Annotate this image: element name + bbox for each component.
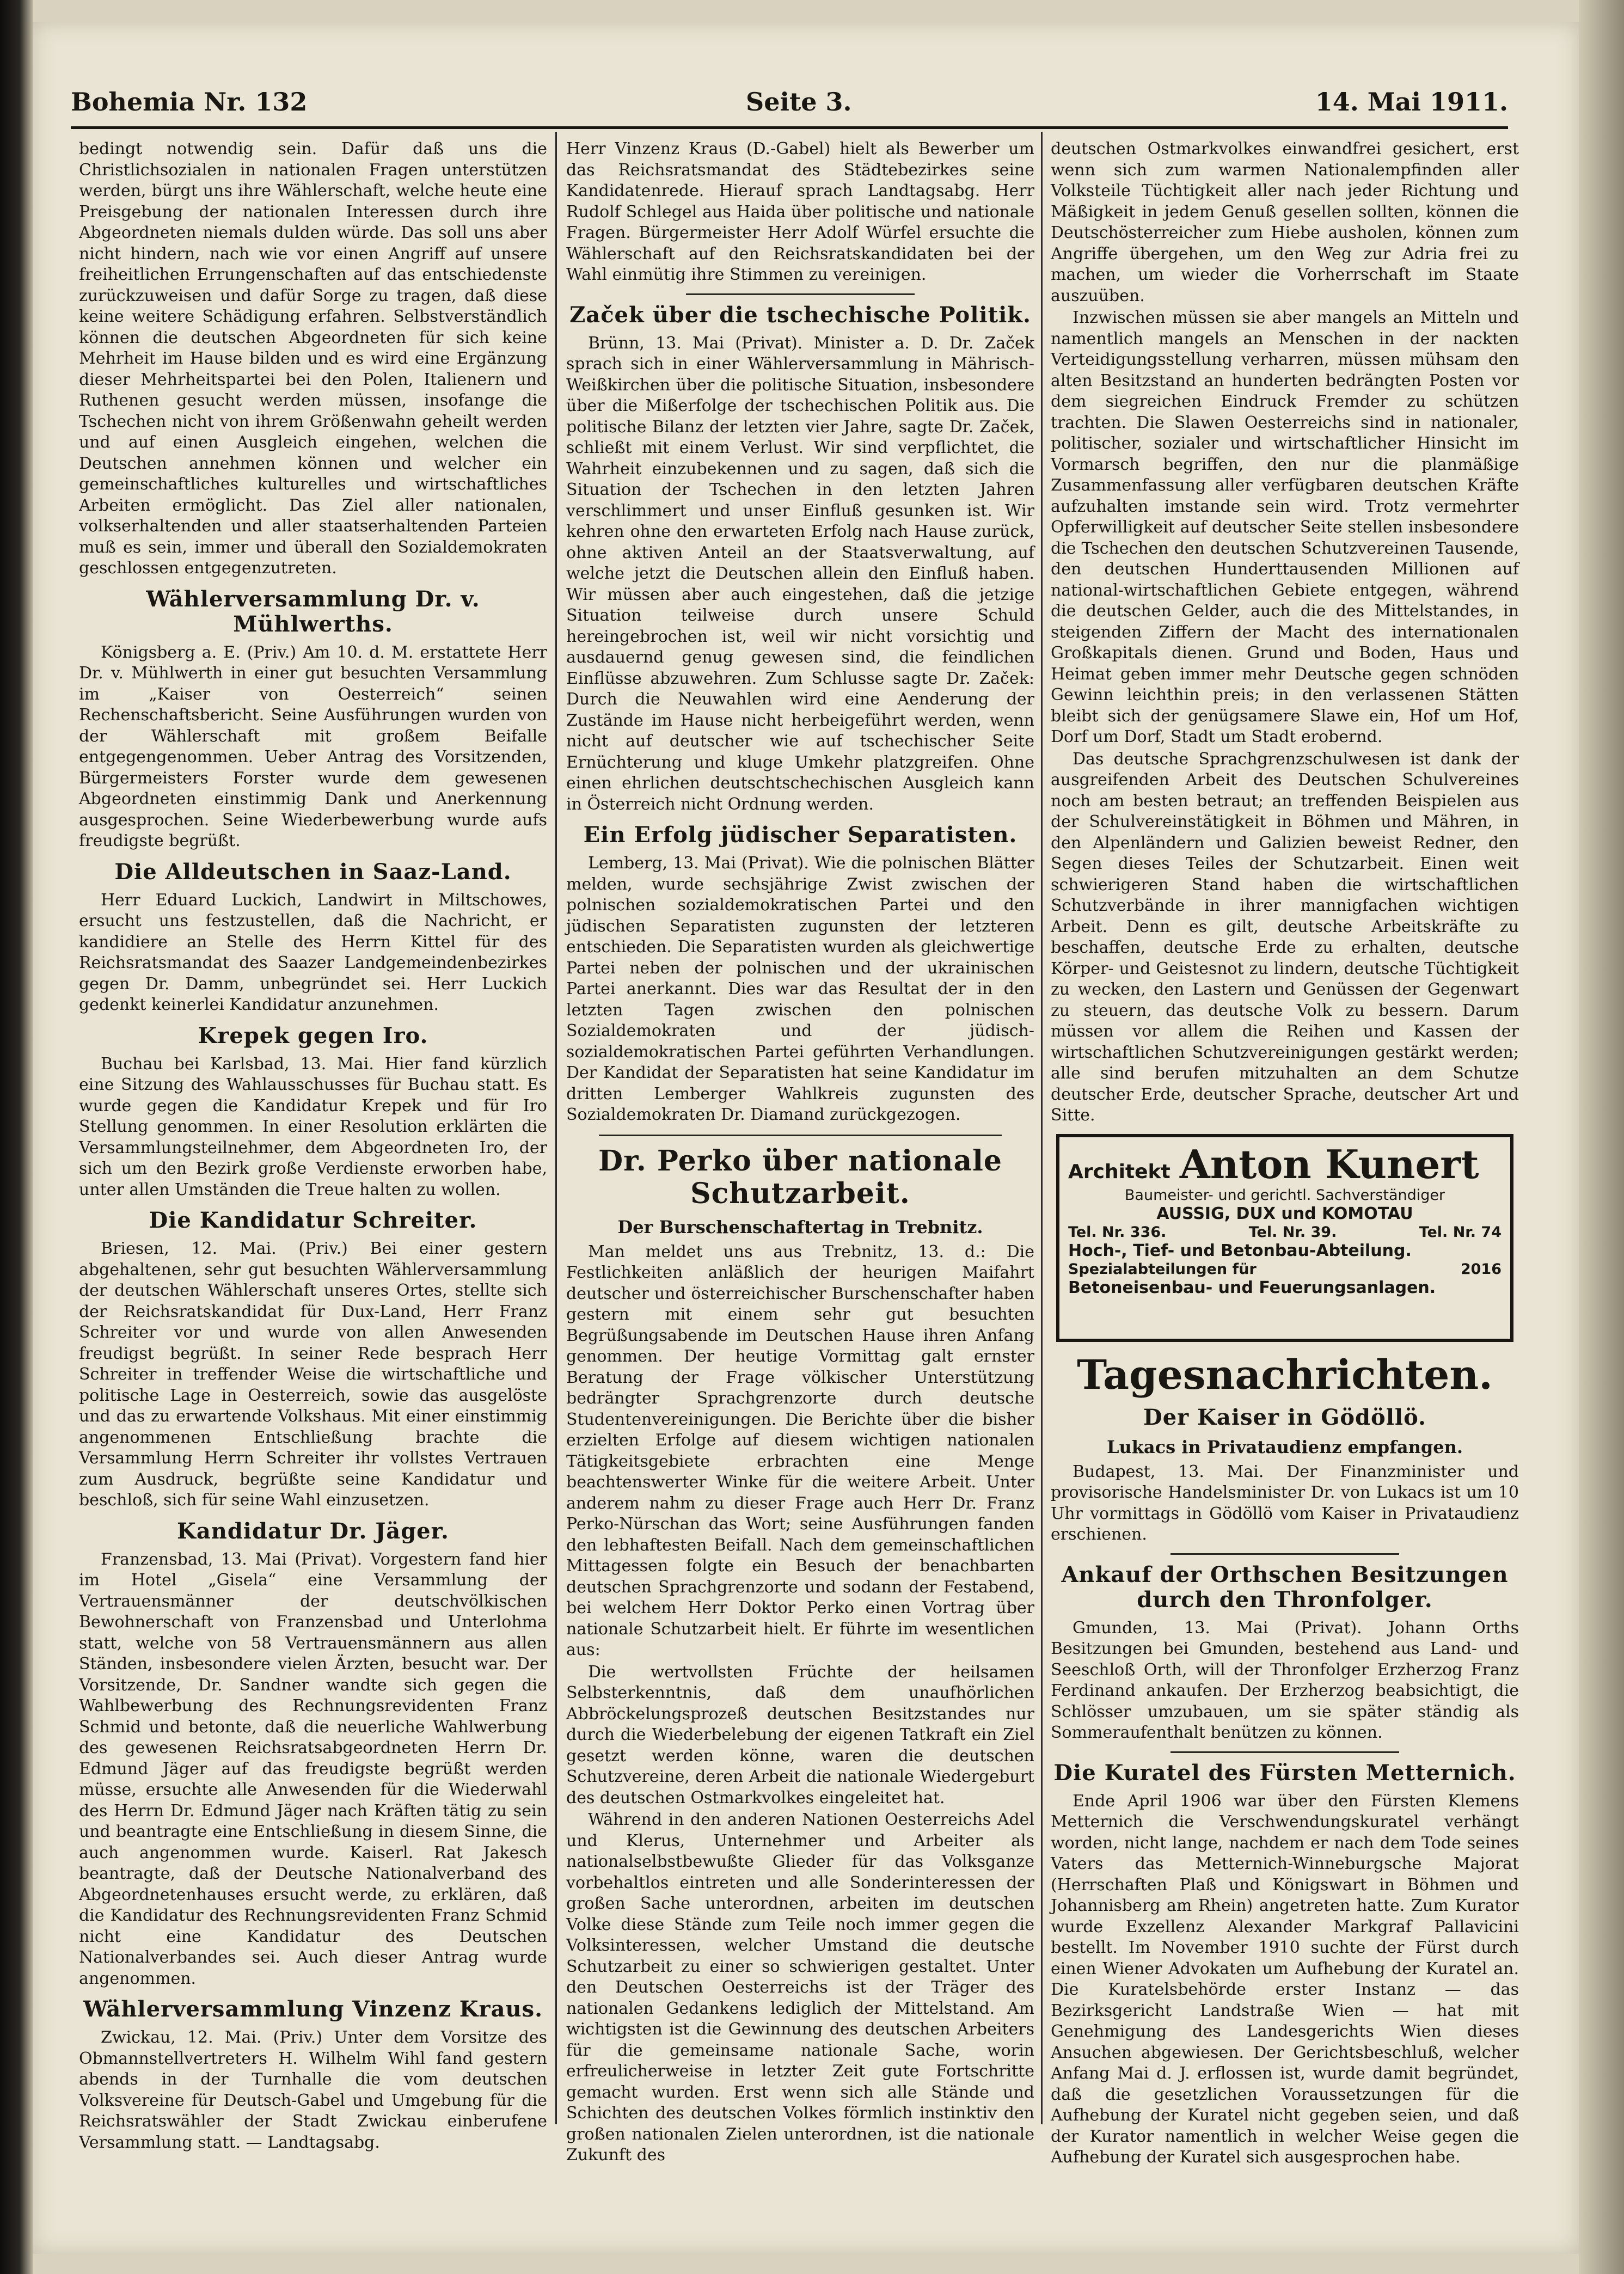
masthead xyxy=(71,82,1508,125)
article-text: Ende April 1906 war über den Fürsten Klemens Metternich die Verschwendungskuratel verhängt worden, nicht lange, nachdem er nach dem Tode seines Vaters das Metternich-Winneburgsche Majorat (Herrschaften Plaß und Königswart in Böhmen und Johannisberg am Rhein) angetreten hatte. Zum Kurator wurde Exzellenz Alexander Markgraf Pallavicini bestellt. Im November 1910 suchte der Fürst durch einen Wiener Advokaten um Aufhebung der Kuratel an. Die Kuratelsbehörde erster Instanz — das Bezirksgericht Landstraße Wien — hat mit Genehmigung des Landesgerichts Wien dieses Ansuchen abgewiesen. Der Gerichtsbeschluß, welcher Anfang Mai d. J. erflossen ist, wurde damit begründet, daß die gesetzlichen Voraussetzungen für die Aufhebung der Kuratel nicht gegeben seien, und daß der Kurator namentlich in welcher Weise gegen die Aufhebung der Kuratel sich ausgesprochen habe. xyxy=(1051,1791,1519,2167)
article-text: Buchau bei Karlsbad, 13. Mai. Hier fand kürzlich eine Sitzung des Wahlausschusses für Buchau statt. Es wurde gegen die Kandidatur Krepek und für Iro Stellung genommen. In einer Resolution erklärten die Versammlungsteilnehmer, dem Abgeordneten Iro, der sich um den Bezirk große Verdienste erworben habe, unter allen Umständen die Treue halten zu wollen. xyxy=(79,1054,547,1199)
article-text: Budapest, 13. Mai. Der Finanzminister und provisorische Handelsminister Dr. von Lukacs ist um 10 Uhr vormittags in Gödöllö vom Kaiser in Privataudienz erschienen. xyxy=(1051,1462,1519,1544)
separator xyxy=(686,293,915,295)
article-text: deutschen Ostmarkvolkes einwandfrei gesichert, erst wenn sich zum warmen Nationalempfinden aller Volksteile Tüchtigkeit aller nach jeder Richtung und Mäßigkeit in jedem Genuß gesellen sollten, können die Deutschösterreicher zum Hiebe ausholen, können zum Angriffe übergehen, um den Weg zur Adria frei zu machen, um wieder die Vorherrschaft im Staate auszuüben. xyxy=(1051,139,1519,305)
ad-phone: Tel. Nr. 39. xyxy=(1248,1223,1337,1241)
ad-line: Spezialabteilungen für xyxy=(1068,1260,1257,1278)
headline: Der Kaiser in Gödöllö. xyxy=(1143,1404,1426,1430)
headline: Die Kandidatur Schreiter. xyxy=(149,1208,477,1233)
page-number: Seite 3. xyxy=(746,87,852,117)
article-text: Gmunden, 13. Mai (Privat). Johann Orths Besitzungen bei Gmunden, bestehend aus Land- und Seeschloß Orth, will der Thronfolger Erzherzog Franz Ferdinand ankaufen. Der Erzherzog beabsichtigt, die Schlösser umzubauen, um sie später ständig als Sommeraufenthalt benützen zu können. xyxy=(1051,1618,1519,1742)
headline: Wählerversammlung Dr. v. Mühlwerths. xyxy=(146,586,480,637)
headline: Krepek gegen Iro. xyxy=(198,1022,428,1049)
article-text: Königsberg a. E. (Priv.) Am 10. d. M. erstattete Herr Dr. v. Mühlwerth in einer gut besuchten Versammlung im „Kaiser von Oesterreich“ seinen Rechenschaftsbericht. Seine Ausführungen wurden von der Wählerschaft mit großem Beifalle entgegengenommen. Ueber Antrag des Vorsitzenden, Bürgermeisters Forster wurde dem gewesenen Abgeordneten einstimmig Dank und Anerkennung ausgesprochen. Seine Wiederbewerbung wurde aufs freudigste begrüßt. xyxy=(79,642,547,850)
article-text: Inzwischen müssen sie aber mangels an Mitteln und namentlich mangels an Menschen in der nackten Verteidigungsstellung verharren, müssen mühsam den alten Besitzstand an hunderten bedrängten Posten vor dem siegreichen Eindruck Fremder zu schützen trachten. Die Slawen Oesterreichs sind in nationaler, politischer, sozialer und wirtschaftlicher Hinsicht im Vormarsch begriffen, den nur die planmäßige Zusammenfassung aller verfügbaren deutschen Kräfte aufzuhalten imstande sein wird. Trotz vermehrter Opferwilligkeit auf deutscher Seite stellen insbesondere die Tschechen den deutschen Schutzvereinen Tausende, den deutschen Hunderttausenden Millionen auf national-wirtschaftlichen Gebiete entgegen, während die deutschen Gelder, auch die des Mittelstandes, in steigenden Ziffern der Macht des internationalen Großkapitals dienen. Grund und Boden, Haus und Heimat geben immer mehr Deutsche gegen schnöden Gewinn leichthin preis; in den verlassenen Stätten bleibt sich der genügsamere Slawe ein, Hof um Hof, Dorf um Dorf, Stadt um Stadt erobernd. xyxy=(1051,308,1519,746)
ad-phone: Tel. Nr. 336. xyxy=(1068,1223,1167,1241)
ad-line: Betoneisenbau- und Feuerungsanlagen. xyxy=(1068,1278,1436,1297)
ad-phones xyxy=(1068,1223,1502,1242)
article-text: Herr Vinzenz Kraus (D.-Gabel) hielt als Bewerber um das Reichsratsmandat des Städtebezirkes seine Kandidatenrede. Hierauf sprach Landtagsabg. Herr Rudolf Schlegel aus Haida über politische und nationale Fragen. Bürgermeister Herr Adolf Würfel ersuchte die Wählerschaft auf den Reichsratskandidaten bei der Wahl einmütig ihre Stimmen zu vereinigen. xyxy=(566,139,1034,284)
scan-right-edge xyxy=(1579,0,1624,2274)
headline: Ankauf der Orthschen Besitzungen durch den Thronfolger. xyxy=(1061,1561,1509,1613)
masthead-rule xyxy=(71,126,1508,129)
ad-subtitle: Baumeister- und gerichtl. Sachverständiger xyxy=(1124,1186,1445,1204)
headline: Dr. Perko über nationale Schutzarbeit. xyxy=(598,1144,1002,1210)
advertisement xyxy=(1056,1134,1513,1342)
scan-left-edge xyxy=(0,0,33,2274)
paper-issue: Bohemia Nr. 132 xyxy=(71,87,308,117)
column-3 xyxy=(1051,139,1519,2167)
article-text: Lemberg, 13. Mai (Privat). Wie die polnischen Blätter melden, wurde sechsjährige Zwist zwischen der polnischen sozialdemokratischen Partei und den jüdischen Separatisten zugunsten der letzteren entschieden. Die Separatisten wurden als gleichwertige Partei neben der polnischen und der ukrainischen Partei anerkannt. Dies war das Resultat der in den letzten Tagen zwischen den polnischen Sozialdemokraten und der jüdisch-sozialdemokratischen Partei geführten Verhandlungen. Der Kandidat der Separatisten hat seine Kandidatur im dritten Lemberger Wahlkreis zugunsten des Sozialdemokraten Dr. Diamand zurückgezogen. xyxy=(566,854,1034,1124)
headline: Ein Erfolg jüdischer Separatisten. xyxy=(583,822,1018,848)
column-rule-1 xyxy=(555,132,557,2124)
column-2 xyxy=(566,139,1034,2165)
section-title: Tagesnachrichten. xyxy=(1077,1351,1493,1399)
headline: Die Kuratel des Fürsten Metternich. xyxy=(1053,1760,1516,1786)
ad-row xyxy=(1068,1260,1502,1279)
article-text: Man meldet uns aus Trebnitz, 13. d.: Die Festlichkeiten anläßlich der heurigen Maifahrt deutscher und österreichischer Burschenschafter haben gestern mit einem sehr gut besuchten Begrüßungsabende im Deutschen Hause ihren Anfang genommen. Der heutige Vormittag galt ernster Beratung der Frage völkischer Unterstützung bedrängter Sprachgrenzorte durch deutsche Studentenvereinigungen. Die Berichte über die bisher erzielten Erfolge auf diesem wichtigen nationalen Tätigkeitsgebiete erbrachten eine Menge beachtenswerter Winke für die weitere Arbeit. Unter anderem nahm zu dieser Frage auch Herr Dr. Franz Perko-Nürschan das Wort; seine Ausführungen fanden den lebhaftesten Beifall. Nach dem gemeinschaftlichen Mittagessen folgte ein Besuch der benachbarten deutschen Sprachgrenzorte und sodann der Festabend, bei welchem Herr Doktor Perko einen Vortrag über nationale Schutzarbeit hielt. Er führte im wesentlichen aus: xyxy=(566,1242,1034,1659)
ad-profession: Architekt xyxy=(1068,1160,1170,1183)
article-text: Zwickau, 12. Mai. (Priv.) Unter dem Vorsitze des Obmannstellvertreters H. Wilhelm Wihl fand gestern abends in der Turnhalle die vom deutschen Volksvereine für Deutsch-Gabel und Umgebung für die Reichsratswähler der Stadt Zwickau einberufene Versammlung statt. — Landtagsabg. xyxy=(79,2028,547,2152)
ad-phone: Tel. Nr. 74 xyxy=(1419,1223,1502,1241)
ad-line: Hoch-, Tief- und Betonbau-Abteilung. xyxy=(1068,1241,1412,1260)
column-1 xyxy=(79,139,547,2152)
column-rule-2 xyxy=(1041,132,1043,2124)
article-text: Die wertvollsten Früchte der heilsamen Selbsterkenntnis, daß dem unaufhörlichen Abbröckelungsprozeß deutschen Besitzstandes nur durch die Wiederbelebung der eigenen Tatkraft ein Ziel gesetzt werden könne, waren die deutschen Schutzvereine, deren Arbeit die nationale Wiedergeburt des deutschen Ostmarkvolkes eingeleitet hat. xyxy=(566,1662,1034,1807)
headline: Wählerversammlung Vinzenz Kraus. xyxy=(83,1996,543,2022)
article-text: Das deutsche Sprachgrenzschulwesen ist dank der ausgreifenden Arbeit des Deutschen Schulvereines noch am besten betraut; an treffenden Beispielen aus der Schulvereinstätigkeit in Böhmen und Mähren, in den Alpenländern und Galizien beweist Redner, den Segen dieses Teiles der Schutzarbeit. Einen weit schwierigeren Stand haben die wirtschaftlichen Schutzverbände in ihrer mannigfachen wichtigen Arbeit. Denn es gilt, deutsche Arbeitskräfte zu beschaffen, deutsche Erde zu erhalten, deutsche Körper- und Geistesnot zu lindern, deutsche Tüchtigkeit zu wecken, den Lastern und Genüssen der Gegenwart zu steuern, das deutsche Volk zu bessern. Darum müssen vor allem die Reihen und Kassen der wirtschaftlichen Schutzvereinigungen gestärkt werden; alle sind berufen mitzuhalten an dem Schutze deutscher Erde, deutscher Sprache, deutscher Art und Sitte. xyxy=(1051,749,1519,1125)
ad-code: 2016 xyxy=(1460,1260,1502,1278)
article-text: Briesen, 12. Mai. (Priv.) Bei einer gestern abgehaltenen, sehr gut besuchten Wählerversammlung der deutschen Wählerschaft unseres Ortes, stellte sich der Reichsratskandidat für Dux-Land, Herr Franz Schreiter vor und wurde von allen Anwesenden freudigst begrüßt. In seiner Rede besprach Herr Schreiter in treffender Weise die wirtschaftliche und politische Lage in Oesterreich, sowie das ausgelöste und das zu erwartende Volkshaus. Mit einer einstimmig angenommenen Entschließung brachte die Versammlung Herrn Schreiter ihr vollstes Vertrauen zum Ausdruck, begrüßte seine Kandidatur und beschloß, sich für seine Wahl einzusetzen. xyxy=(79,1239,547,1510)
headline: Kandidatur Dr. Jäger. xyxy=(177,1518,449,1544)
article-text: Franzensbad, 13. Mai (Privat). Vorgestern fand hier im Hotel „Gisela“ eine Versammlung der Vertrauensmänner der deutschvölkischen Bewohnerschaft von Franzensbad und Unterlohma statt, welche von 58 Vertrauensmännern aus allen Ständen, insbesondere vielen Ärzten, besucht war. Der Vorsitzende, Dr. Sandner wandte sich gegen die Wahlbewerbung des Rechnungsrevidenten Franz Schmid und betonte, daß die neuerliche Wahlwerbung des gewesenen Reichsratsabgeordneten Herrn Dr. Edmund Jäger auf das freudigste begrüßt werden müsse, ersuchte alle Anwesenden für die Wiederwahl des Herrn Dr. Edmund Jäger nach Kräften tätig zu sein und beantragte eine Entschließung in diesem Sinne, die auch angenommen wurde. Kaiserl. Rat Jakesch beantragte, daß der Deutsche Nationalverband des Abgeordnetenhauses ersucht werde, zu erklären, daß die Kandidatur des Rechnungsrevidenten Franz Schmid nicht eine Kandidatur des Deutschen Nationalverbandes sei. Auch dieser Antrag wurde angenommen. xyxy=(79,1549,547,1988)
ad-name: Anton Kunert xyxy=(1179,1141,1479,1187)
separator xyxy=(1170,1751,1399,1753)
article-text: Brünn, 13. Mai (Privat). Minister a. D. Dr. Začek sprach sich in einer Wählerversammlung in Mährisch-Weißkirchen über die politische Situation, insbesondere über die Mißerfolge der tschechischen Politik aus. Die politische Bilanz der letzten vier Jahre, sagte Dr. Začek, schließt mit einem Verlust. Wir sind verpflichtet, die Wahrheit einzubekennen und zu sagen, daß sich die Situation der Tschechen in den letzten Jahren verschlimmert und unser Einfluß gesunken ist. Wir kehren ohne den erwarteten Erfolg nach Hause zurück, ohne aktiven Anteil an der Staatsverwaltung, auf welche jetzt die Deutschen allein den Einfluß haben. Wir müssen aber auch eingestehen, daß die jetzige Situation teilweise durch unsere Schuld hereingebrochen ist, weil wir nicht vorsichtig und ausdauernd genug gewesen sind, die feindlichen Einflüsse abzuwehren. Zum Schlusse sagte Dr. Začek: Durch die Neuwahlen wird eine Aenderung der Zustände im Hause nicht herbeigeführt werden, wenn nicht auf deutscher wie auf tschechischer Seite Ernüchterung und kluge Umkehr platzgreifen. Ohne einen ehrlichen deutschtschechischen Ausgleich kann in Österreich nicht Ordnung werden. xyxy=(566,333,1034,814)
separator xyxy=(1170,1553,1399,1555)
separator xyxy=(599,1135,1002,1136)
headline: Die Alldeutschen in Saaz-Land. xyxy=(114,859,512,885)
ad-cities: AUSSIG, DUX und KOMOTAU xyxy=(1156,1204,1413,1223)
article-text: Während in den anderen Nationen Oesterreichs Adel und Klerus, Unternehmer und Arbeiter als nationalselbstbewußte Glieder für das Volksganze vorbehaltlos eintreten und alle Sonderinteressen der großen Sache unterordnen, arbeiten im deutschen Volke diese Stände zum Teile noch immer gegen die Volksinteressen, welcher Umstand die deutsche Schutzarbeit zu einer so schwierigen gestaltet. Unter den Deutschen Oesterreichs ist der Träger des nationalen Gedankens lediglich der Mittelstand. Am wichtigsten ist die Gewinnung des deutschen Arbeiters für die gemeinsame nationale Sache, worin erfreulicherweise in letzter Zeit gute Fortschritte gemacht wurden. Erst wenn sich alle Stände und Schichten des deutschen Volkes förmlich instinktiv den großen nationalen Zielen unterordnen, ist die nationale Zukunft des xyxy=(566,1810,1034,2165)
subheadline: Der Burschenschaftertag in Trebnitz. xyxy=(617,1216,983,1237)
article-text: bedingt notwendig sein. Dafür daß uns die Christlichsozialen in nationalen Fragen unterstützen werden, bürgt uns ihre Wählerschaft, welche heute eine Preisgebung der nationalen Interessen durch ihre Abgeordneten niemals dulden würde. Das soll uns aber nicht hindern, nach wie vor einen Angriff auf unsere freiheitlichen Errungenschaften auf das entschiedenste zurückzuweisen und dafür Sorge zu tragen, daß diese keine weitere Schädigung erfahren. Selbstverständlich können die deutschen Abgeordneten für sich keine Mehrheit im Hause bilden und es wird eine Ergänzung dieser Mehrheitspartei bei den Polen, Italienern und Ruthenen gesucht werden müssen, insofange die Tschechen nicht von ihrem Größenwahn geheilt werden und auf einen Ausgleich eingehen, welchen die Deutschen annehmen können und welcher ein gemeinschaftliches kulturelles und wirtschaftliches Arbeiten ermöglicht. Das Ziel aller nationalen, volkserhaltenden und aller staatserhaltenden Parteien muß es sein, immer und überall den Sozialdemokraten geschlossen entgegenzutreten. xyxy=(79,139,547,578)
article-text: Herr Eduard Luckich, Landwirt in Miltschowes, ersucht uns festzustellen, daß die Nachricht, er kandidiere an Stelle des Herrn Kittel für des Reichsratsmandat des Saazer Landgemeindenbezirkes gegen Dr. Damm, unbegründet sei. Herr Luckich gedenkt keinerlei Kandidatur anzunehmen. xyxy=(79,890,547,1014)
issue-date: 14. Mai 1911. xyxy=(1315,87,1508,117)
headline: Začek über die tschechische Politik. xyxy=(569,302,1031,328)
subheadline: Lukacs in Privataudienz empfangen. xyxy=(1106,1436,1463,1457)
